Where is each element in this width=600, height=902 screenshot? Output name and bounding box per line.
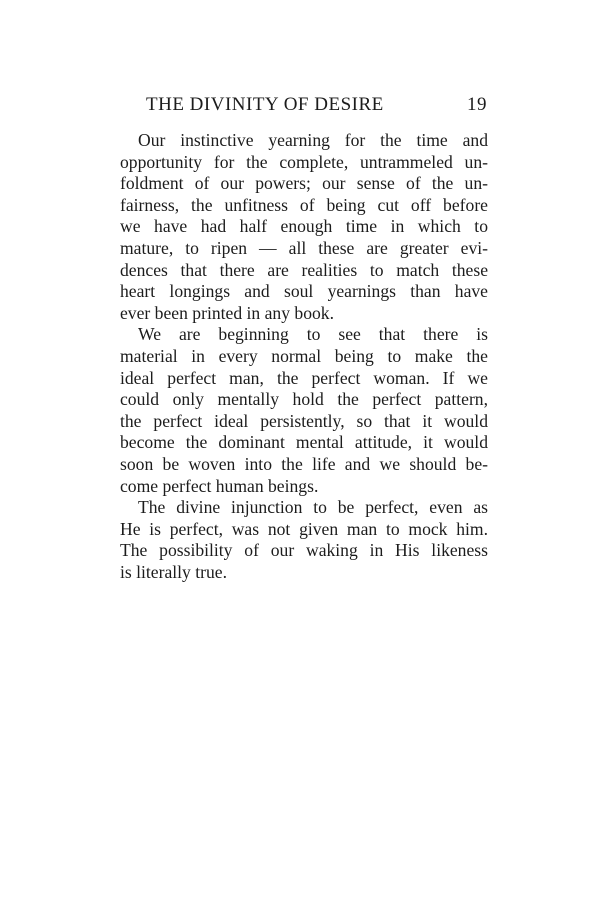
text-line: fairness, the unfitness of being cut off before xyxy=(120,194,488,215)
text-line: become the dominant mental attitude, it would xyxy=(120,432,488,453)
text-line: material in every normal being to make the xyxy=(120,345,488,366)
chapter-title: THE DIVINITY OF DESIRE xyxy=(146,94,384,115)
body-text xyxy=(120,130,488,583)
text-line: we have had half enough time in which to xyxy=(120,216,488,237)
paragraph xyxy=(120,130,488,324)
text-line: We are beginning to see that there is xyxy=(138,324,488,345)
text-line: the perfect ideal persistently, so that it would xyxy=(120,410,488,431)
text-line: could only mentally hold the perfect pattern, xyxy=(120,389,488,410)
text-line: He is perfect, was not given man to mock him. xyxy=(120,518,488,539)
text-line: The possibility of our waking in His likeness xyxy=(120,540,488,561)
text-line: mature, to ripen — all these are greater evi- xyxy=(120,237,488,258)
page-number: 19 xyxy=(467,94,487,115)
text-line: The divine injunction to be perfect, even as xyxy=(138,497,488,518)
text-line: foldment of our powers; our sense of the un- xyxy=(120,173,488,194)
text-line: Our instinctive yearning for the time and xyxy=(138,130,488,150)
text-line: come perfect human beings. xyxy=(120,475,319,496)
running-head xyxy=(121,94,487,118)
paragraph xyxy=(120,497,488,583)
text-line: opportunity for the complete, untrammeled un- xyxy=(120,151,488,172)
text-line: is literally true. xyxy=(120,561,227,582)
text-line: soon be woven into the life and we should be- xyxy=(120,453,488,474)
paragraph xyxy=(120,324,488,497)
text-line: ideal perfect man, the perfect woman. If we xyxy=(120,367,488,388)
text-line: heart longings and soul yearnings than have xyxy=(120,281,488,302)
text-line: ever been printed in any book. xyxy=(120,302,334,323)
text-line: dences that there are realities to match these xyxy=(120,259,488,280)
